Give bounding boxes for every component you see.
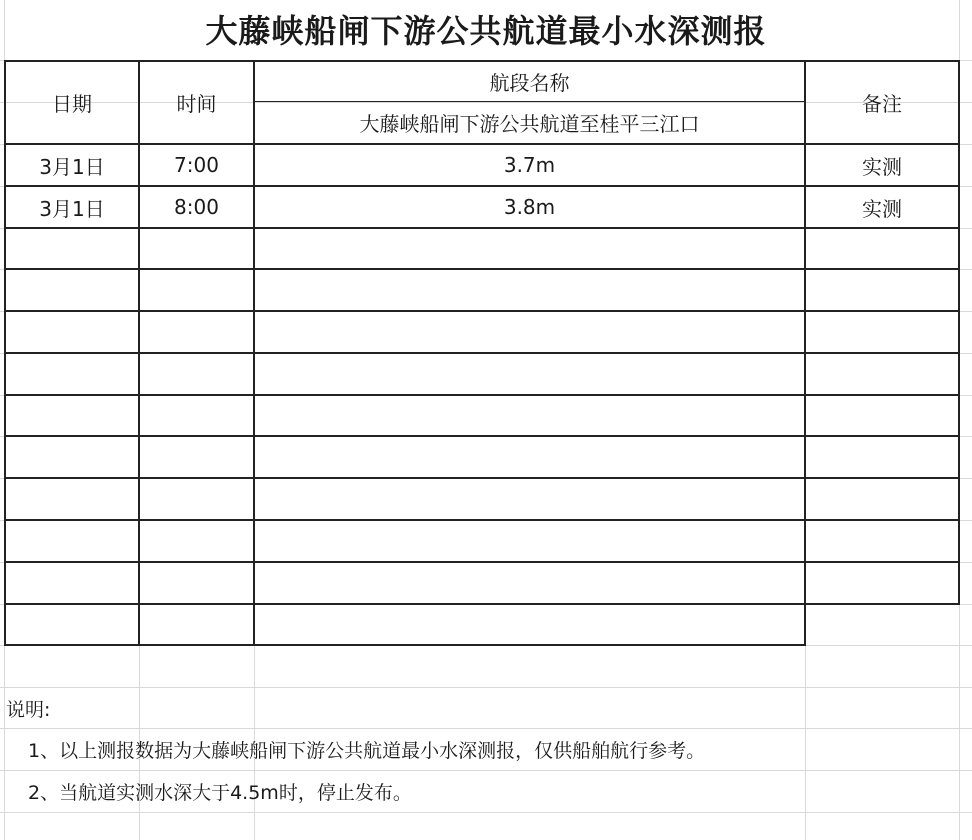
table-border <box>4 603 959 605</box>
cell-remark: 实测 <box>862 154 902 179</box>
grid-line <box>0 812 972 813</box>
header-remark: 备注 <box>862 92 902 116</box>
table-border <box>4 477 959 479</box>
table-border <box>4 268 959 270</box>
table-border <box>958 60 960 605</box>
grid-line <box>805 645 806 840</box>
table-border <box>4 519 959 521</box>
cell-remark: 实测 <box>862 196 902 221</box>
note-line-1: 1、以上测报数据为大藤峡船闸下游公共航道最小水深测报，仅供船舶航行参考。 <box>28 740 706 762</box>
cell-date: 3月1日 <box>39 196 105 221</box>
cell-depth: 3.7m <box>503 153 556 177</box>
table-border <box>4 435 959 437</box>
note-line-2: 2、当航道实测水深大于4.5m时，停止发布。 <box>28 782 412 804</box>
header-segment-name: 航段名称 <box>489 71 570 95</box>
table-border <box>4 561 959 563</box>
table-border <box>4 227 959 229</box>
table-border <box>4 352 959 354</box>
cell-depth: 3.8m <box>503 195 556 219</box>
table-border <box>4 394 959 396</box>
cell-time: 8:00 <box>174 195 219 219</box>
notes-heading: 说明: <box>6 698 51 721</box>
grid-line <box>0 687 972 688</box>
header-segment: 大藤峡船闸下游公共航道至桂平三江口 <box>359 112 700 136</box>
page-title: 大藤峡船闸下游公共航道最小水深测报 <box>205 12 767 50</box>
table-border <box>4 310 959 312</box>
table-border <box>4 644 806 646</box>
header-time: 时间 <box>176 92 217 116</box>
cell-date: 3月1日 <box>39 154 105 179</box>
header-date: 日期 <box>52 92 92 116</box>
cell-time: 7:00 <box>174 153 219 177</box>
